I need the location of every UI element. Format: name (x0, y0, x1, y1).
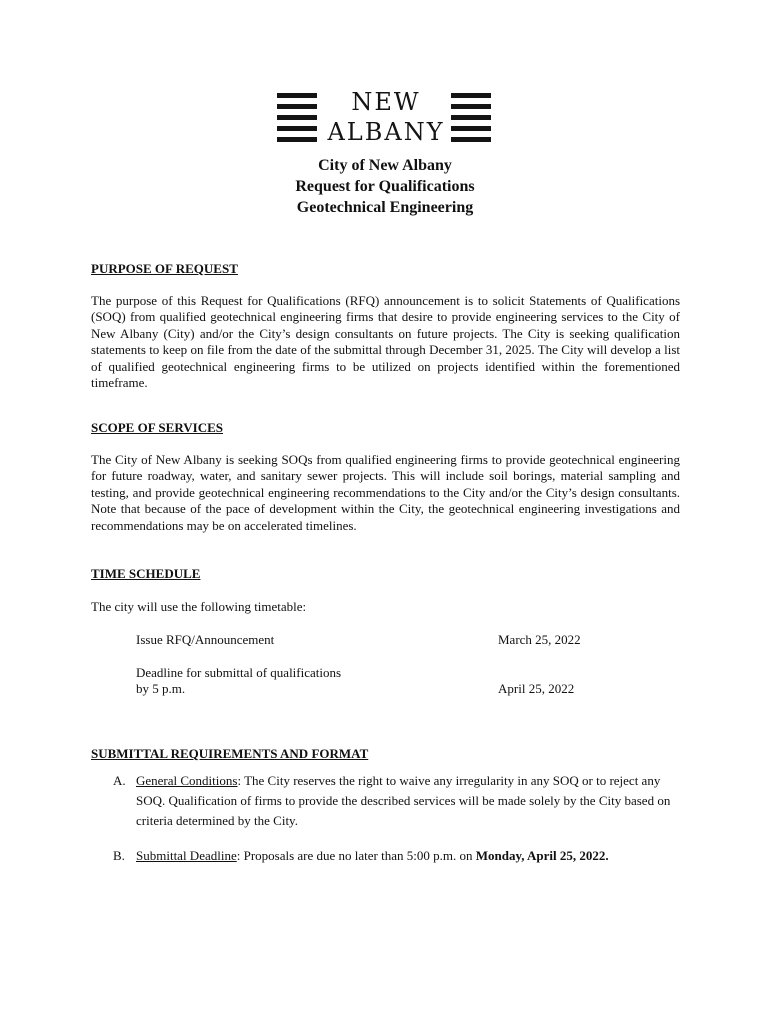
list-marker: B. (113, 848, 125, 863)
scope-heading: SCOPE OF SERVICES (91, 420, 223, 435)
list-item-label: Submittal Deadline (136, 848, 237, 863)
list-marker: A. (113, 773, 126, 788)
logo-text-albany: ALBANY (327, 118, 445, 146)
title-request: Request for Qualifications (295, 178, 475, 195)
schedule-date: April 25, 2022 (498, 681, 575, 696)
purpose-heading: PURPOSE OF REQUEST (91, 261, 238, 276)
logo-text-new: NEW (351, 88, 421, 116)
logo-stripe (451, 93, 491, 98)
schedule-event: Issue RFQ/Announcement (136, 632, 275, 647)
logo-stripe (451, 137, 491, 142)
logo-stripe (277, 93, 317, 98)
logo-stripe (277, 126, 317, 131)
list-item-text: : The City reserves the right to waive any irregularity in any SOQ or to reject any SOQ. Qualification of firms to provide the described services will be made solely by the City based on criteria determined by the City. (136, 773, 671, 828)
schedule-event: Deadline for submittal of qualifications (136, 665, 342, 680)
document-title-block (0, 155, 770, 218)
logo-stripe (451, 126, 491, 131)
list-item-general-conditions (113, 771, 683, 831)
purpose-paragraph: The purpose of this Request for Qualifications (RFQ) announcement is to solicit Statements of Qualifications (SOQ) from qualified geotechnical engineering firms that desire to provide engineering services to the City of New Albany (City) and/or the City’s design consultants on future projects. The City is seeking qualification statements to keep on file from the date of the submittal through December 31, 2025. The City will develop a list of qualified geotechnical engineering firms to be utilized on projects identified within the forementioned timeframe. (91, 293, 680, 391)
schedule-date: March 25, 2022 (498, 632, 581, 647)
list-item-body (136, 846, 683, 866)
schedule-intro: The city will use the following timetable: (91, 599, 307, 614)
logo-stripe (277, 115, 317, 120)
new-albany-logo (277, 88, 491, 146)
title-city: City of New Albany (318, 157, 452, 174)
logo-stripe (451, 104, 491, 109)
list-item-label: General Conditions (136, 773, 238, 788)
logo-stripe (277, 104, 317, 109)
deadline-date: Monday, April 25, 2022. (475, 848, 609, 863)
schedule-event-continued: by 5 p.m. (136, 681, 186, 696)
logo-stripe (451, 115, 491, 120)
scope-paragraph: The City of New Albany is seeking SOQs from qualified engineering firms to provide geotechnical engineering for future roadway, water, and sanitary sewer projects. This will include soil borings, material sampling and testing, and provide geotechnical engineering recommendations to the City and/or the City’s design consultants. Note that because of the pace of development within the City, the geotechnical engineering investigations and recommendations may be on accelerated timelines. (91, 452, 680, 533)
list-item-body (136, 771, 683, 831)
submittal-heading: SUBMITTAL REQUIREMENTS AND FORMAT (91, 746, 369, 761)
title-subject: Geotechnical Engineering (296, 199, 474, 216)
list-item-text: : Proposals are due no later than 5:00 p.m. on (236, 848, 476, 863)
logo-stripe (277, 137, 317, 142)
schedule-heading: TIME SCHEDULE (91, 566, 201, 581)
list-item-submittal-deadline (113, 846, 683, 866)
